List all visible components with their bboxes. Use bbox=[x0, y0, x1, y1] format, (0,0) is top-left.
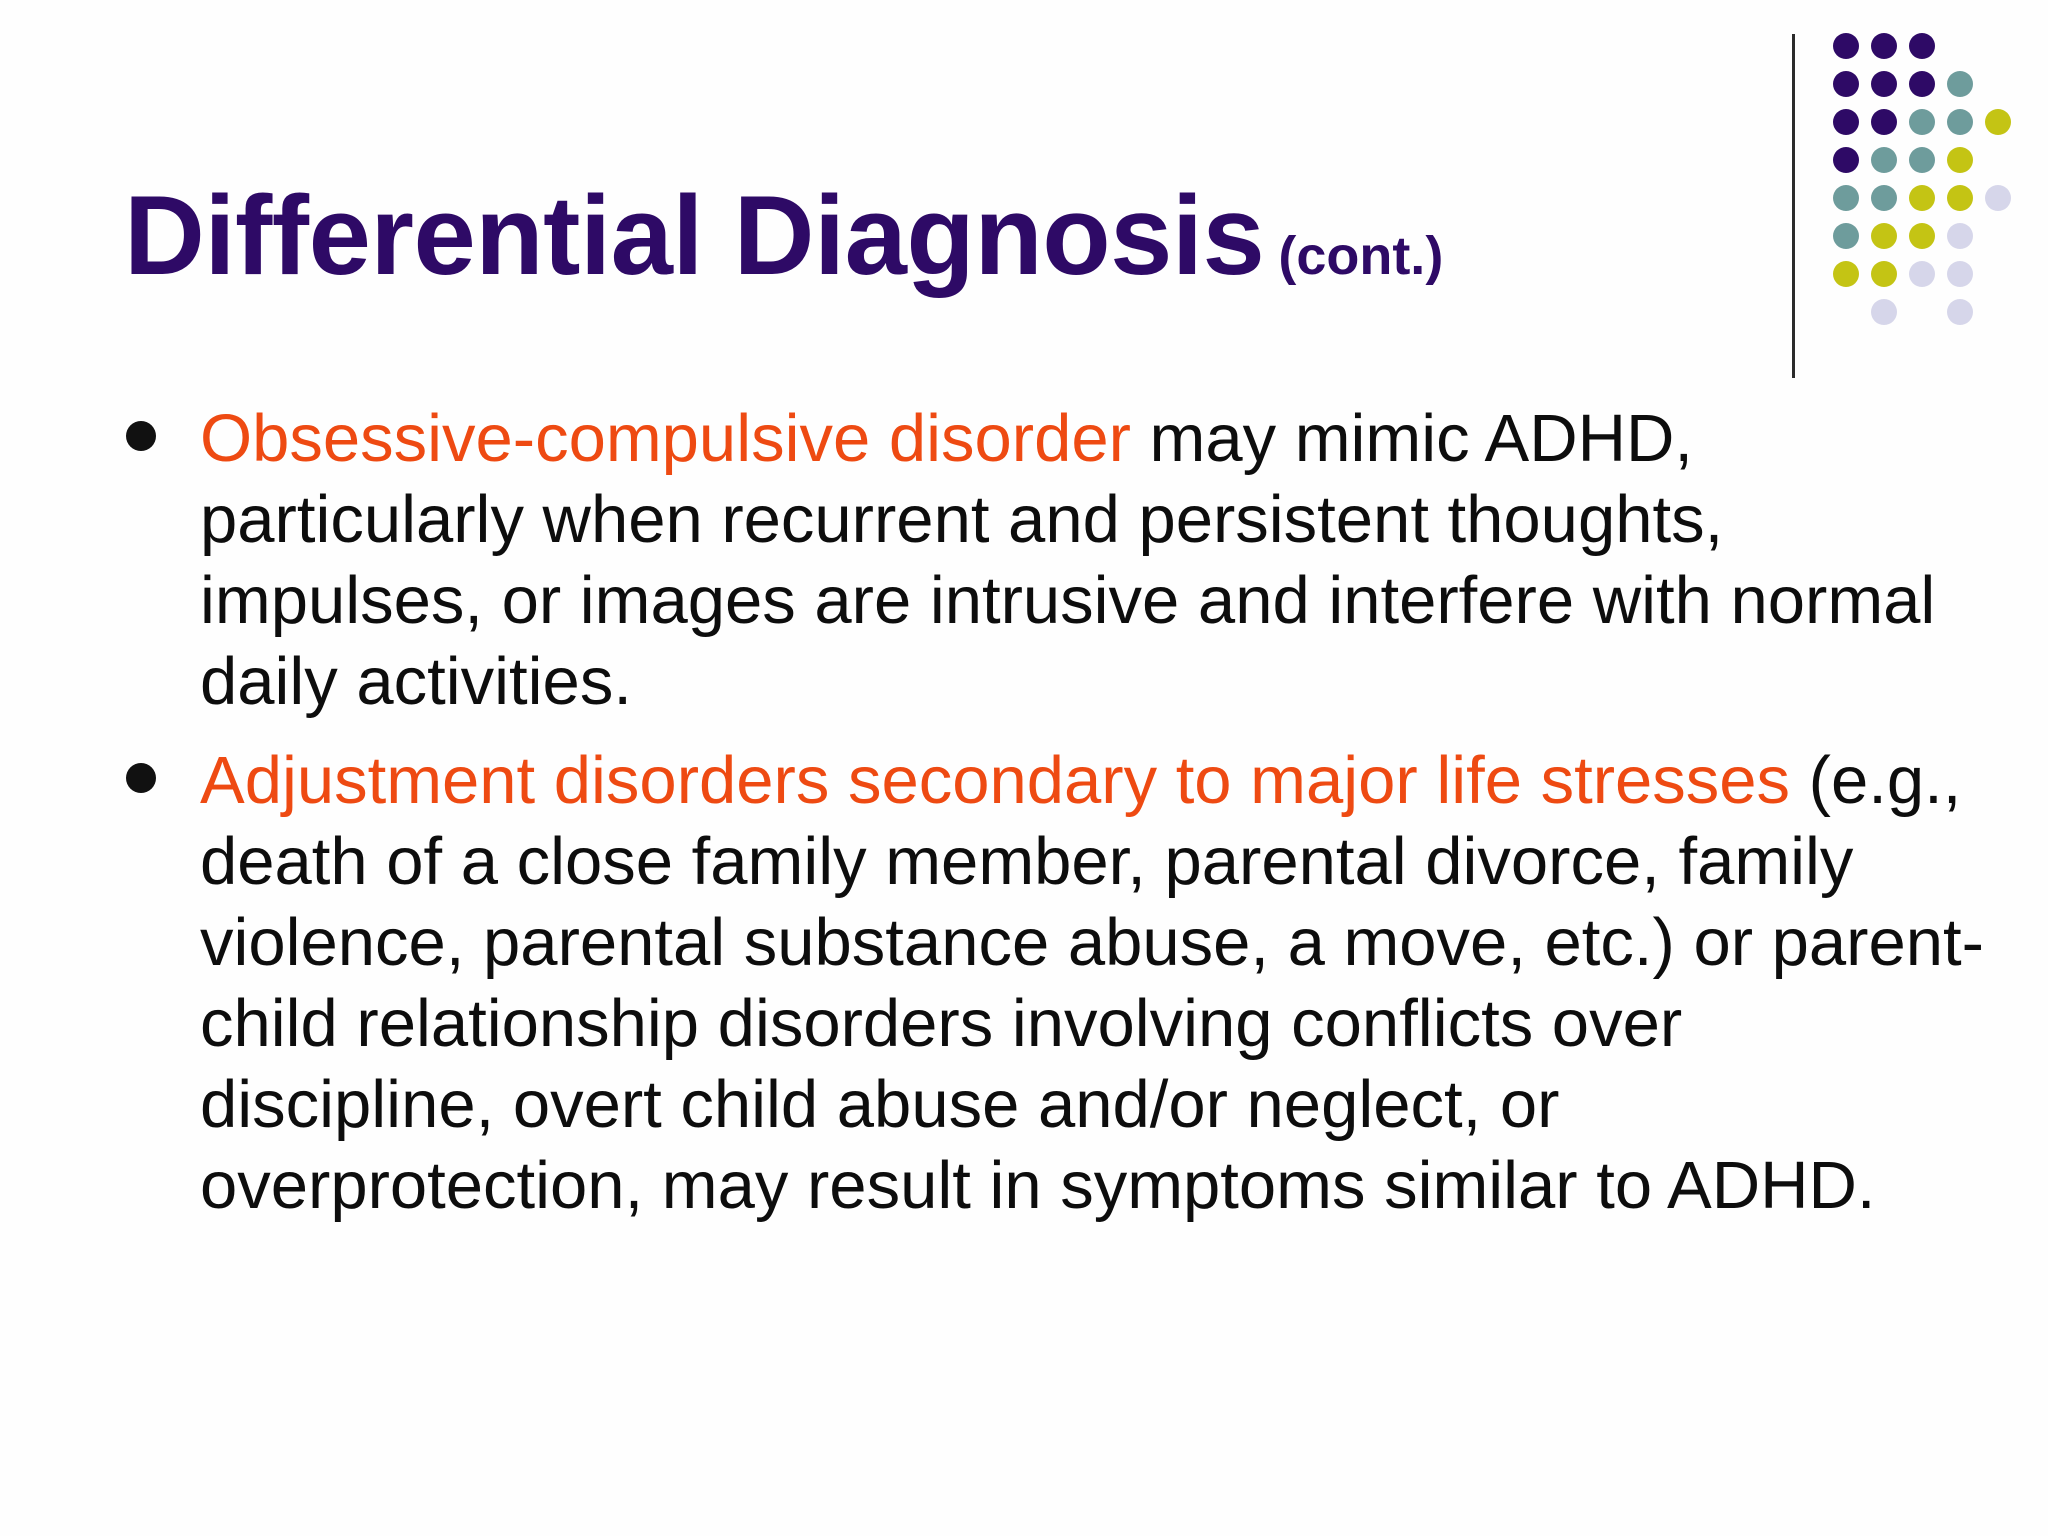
ornament-dot-teal bbox=[1871, 185, 1897, 211]
bullet-item bbox=[0, 740, 2048, 1226]
ornament-dot-lavender bbox=[1985, 185, 2011, 211]
ornament-dot-teal bbox=[1909, 147, 1935, 173]
ornament-dot-lime bbox=[1985, 109, 2011, 135]
title-suffix: (cont.) bbox=[1278, 226, 1444, 286]
ornament-dot-lime bbox=[1871, 223, 1897, 249]
ornament-dot-teal bbox=[1947, 71, 1973, 97]
ornament-dot-purple bbox=[1871, 109, 1897, 135]
ornament-dot-purple bbox=[1833, 109, 1859, 135]
ornament-dot-lime bbox=[1833, 261, 1859, 287]
bullet-highlight: Obsessive-compulsive disorder bbox=[200, 401, 1131, 476]
ornament-dot-purple bbox=[1871, 71, 1897, 97]
ornament-dot-purple bbox=[1871, 33, 1897, 59]
ornament-dot-purple bbox=[1909, 33, 1935, 59]
ornament-dot-purple bbox=[1833, 33, 1859, 59]
ornament-dot-lime bbox=[1947, 147, 1973, 173]
ornament-dot-lime bbox=[1947, 185, 1973, 211]
bullet-icon bbox=[126, 421, 156, 451]
ornament-dot-lavender bbox=[1871, 299, 1897, 325]
ornament-dot-lavender bbox=[1947, 261, 1973, 287]
bullet-text: (e.g., death of a close family member, parental divorce, family violence, parental substance abuse, a move, etc.) or parent-child relationship disorders involving conflicts over discipline, overt child abuse and/or neglect, or overprotection, may result in symptoms similar to ADHD. bbox=[200, 743, 1984, 1223]
ornament-dot-purple bbox=[1833, 71, 1859, 97]
bullet-text: may mimic ADHD, particularly when recurrent and persistent thoughts, impulses, or images are intrusive and interfere with normal daily activities. bbox=[200, 401, 1936, 719]
bullet-icon bbox=[126, 763, 156, 793]
ornament-dot-lime bbox=[1909, 185, 1935, 211]
ornament-dot-teal bbox=[1833, 223, 1859, 249]
bullet-highlight: Adjustment disorders secondary to major life stresses bbox=[200, 743, 1791, 818]
title-main: Differential Diagnosis bbox=[124, 173, 1265, 298]
ornament-dot-teal bbox=[1947, 109, 1973, 135]
bullet-item bbox=[0, 398, 2048, 722]
ornament-dot-purple bbox=[1909, 71, 1935, 97]
ornament-dot-lavender bbox=[1947, 223, 1973, 249]
ornament-dot-purple bbox=[1833, 147, 1859, 173]
ornament-dot-lavender bbox=[1909, 261, 1935, 287]
bullet-list bbox=[0, 398, 2048, 1244]
ornament-dot-teal bbox=[1833, 185, 1859, 211]
ornament-dot-lavender bbox=[1947, 299, 1973, 325]
page-title bbox=[124, 173, 1444, 298]
vertical-divider bbox=[1792, 34, 1795, 378]
ornament-dot-lime bbox=[1909, 223, 1935, 249]
ornament-dot-teal bbox=[1909, 109, 1935, 135]
ornament-dot-lime bbox=[1871, 261, 1897, 287]
ornament-dot-teal bbox=[1871, 147, 1897, 173]
